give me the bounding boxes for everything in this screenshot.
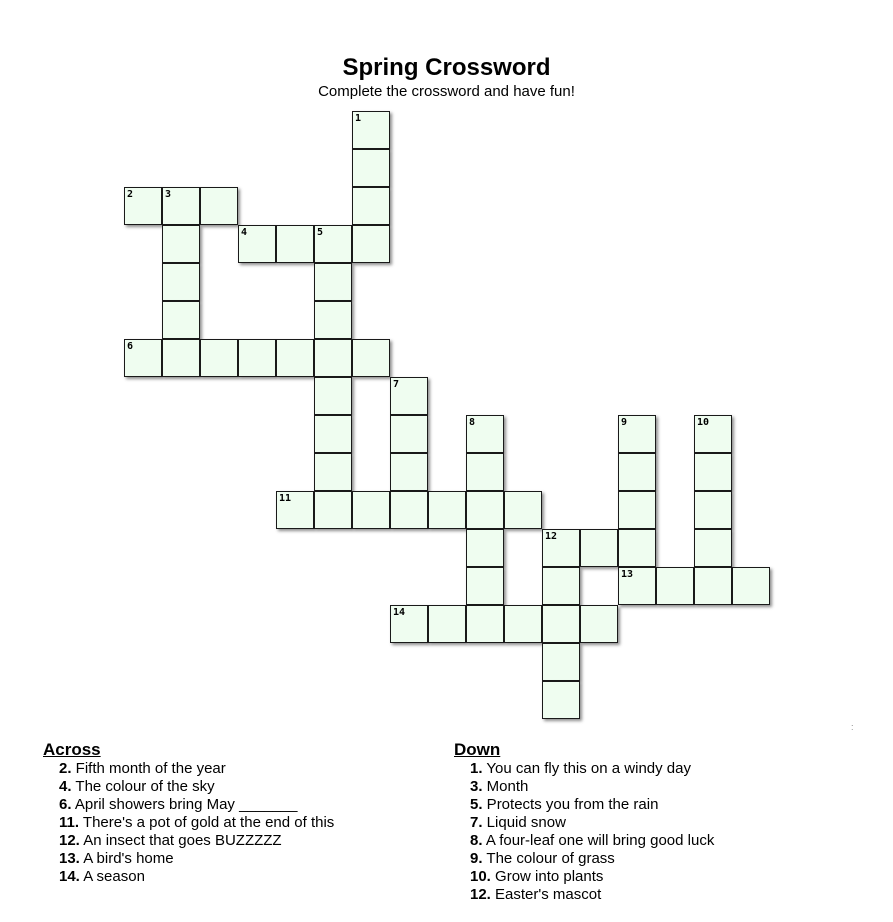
clue-number: 2 <box>127 189 134 200</box>
clue-num: 6. <box>59 796 72 813</box>
crossword-cell[interactable] <box>390 415 428 453</box>
across-clue <box>59 760 423 778</box>
crossword-cell[interactable] <box>352 225 390 263</box>
across-clue <box>59 778 423 796</box>
crossword-cell[interactable] <box>580 529 618 567</box>
clue-number: 12 <box>545 531 558 542</box>
clue-number: 7 <box>393 379 400 390</box>
clue-text: Grow into plants <box>490 868 604 885</box>
clue-text: There's a pot of gold at the end of this <box>79 814 335 831</box>
down-clue <box>470 814 874 832</box>
crossword-cell[interactable] <box>162 339 200 377</box>
crossword-cell[interactable] <box>162 225 200 263</box>
crossword-cell[interactable] <box>618 491 656 529</box>
crossword-cell[interactable] <box>200 339 238 377</box>
clue-num: 2. <box>59 760 72 777</box>
crossword-cell[interactable] <box>352 149 390 187</box>
clue-num: 4. <box>59 778 72 795</box>
crossword-cell[interactable] <box>162 263 200 301</box>
crossword-cell[interactable] <box>238 339 276 377</box>
crossword-cell[interactable] <box>390 377 428 415</box>
clue-text: The colour of the sky <box>71 778 215 795</box>
clue-text: Liquid snow <box>482 814 566 831</box>
clue-number: 3 <box>165 189 172 200</box>
clue-number: 6 <box>127 341 134 352</box>
crossword-cell[interactable] <box>618 415 656 453</box>
clue-text: You can fly this on a windy day <box>482 760 691 777</box>
clue-num: 5. <box>470 796 483 813</box>
clue-num: 12. <box>59 832 80 849</box>
crossword-cell[interactable] <box>466 491 504 529</box>
page-title: Spring Crossword <box>342 54 551 81</box>
clue-num: 14. <box>59 868 80 885</box>
crossword-cell[interactable] <box>694 567 732 605</box>
crossword-cell[interactable] <box>466 567 504 605</box>
crossword-cell[interactable] <box>352 491 390 529</box>
crossword-cell[interactable] <box>390 605 428 643</box>
clue-number: 9 <box>621 417 628 428</box>
crossword-cell[interactable] <box>618 529 656 567</box>
clue-num: 3. <box>470 778 483 795</box>
crossword-cell[interactable] <box>542 567 580 605</box>
clue-num: 7. <box>470 814 483 831</box>
crossword-cell[interactable] <box>542 643 580 681</box>
clue-num: 10. <box>470 868 491 885</box>
down-clue <box>470 832 874 850</box>
crossword-cell[interactable] <box>580 605 618 643</box>
down-clue-list <box>454 760 874 904</box>
down-clue <box>470 778 874 796</box>
down-clue <box>470 850 874 868</box>
clue-text: Fifth month of the year <box>71 760 226 777</box>
clue-number: 8 <box>469 417 476 428</box>
crossword-cell[interactable] <box>314 339 352 377</box>
crossword-cell[interactable] <box>504 491 542 529</box>
clue-num: 1. <box>470 760 483 777</box>
crossword-cell[interactable] <box>504 605 542 643</box>
crossword-cell[interactable] <box>542 605 580 643</box>
crossword-cell[interactable] <box>542 681 580 719</box>
clue-number: 1 <box>355 113 362 124</box>
across-clue <box>59 814 423 832</box>
crossword-cell[interactable] <box>314 491 352 529</box>
crossword-cell[interactable] <box>542 529 580 567</box>
crossword-cell[interactable] <box>276 491 314 529</box>
across-heading: Across <box>43 740 101 759</box>
clue-text: A four-leaf one will bring good luck <box>482 832 715 849</box>
clue-text: The colour of grass <box>482 850 615 867</box>
clue-text: A bird's home <box>79 850 174 867</box>
clue-text: April showers bring May _______ <box>71 796 298 813</box>
crossword-cell[interactable] <box>466 453 504 491</box>
clue-number: 13 <box>621 569 634 580</box>
crossword-cell[interactable] <box>694 453 732 491</box>
across-clue <box>59 832 423 850</box>
across-clue <box>59 796 423 814</box>
clue-text: An insect that goes BUZZZZZ <box>79 832 282 849</box>
crossword-cell[interactable] <box>314 453 352 491</box>
across-clues <box>43 740 423 886</box>
crossword-cell[interactable] <box>352 111 390 149</box>
down-clues <box>454 740 874 904</box>
clue-number: 11 <box>279 493 292 504</box>
clue-text: A season <box>79 868 145 885</box>
across-clue-list <box>43 760 423 886</box>
crossword-cell[interactable] <box>124 339 162 377</box>
clue-num: 13. <box>59 850 80 867</box>
clue-number: 10 <box>697 417 710 428</box>
crossword-cell[interactable] <box>428 605 466 643</box>
crossword-cell[interactable] <box>694 529 732 567</box>
crossword-cell[interactable] <box>314 301 352 339</box>
down-clue <box>470 760 874 778</box>
down-heading: Down <box>454 740 501 759</box>
clue-number: 14 <box>393 607 406 618</box>
clue-text: Protects you from the rain <box>482 796 659 813</box>
crossword-cell[interactable] <box>466 415 504 453</box>
crossword-cell[interactable] <box>732 567 770 605</box>
crossword-cell[interactable] <box>466 529 504 567</box>
down-clue <box>470 868 874 886</box>
clue-text: Easter's mascot <box>490 886 602 903</box>
crossword-cell[interactable] <box>314 263 352 301</box>
crossword-cell[interactable] <box>238 225 276 263</box>
crossword-cell[interactable] <box>466 605 504 643</box>
crossword-cell[interactable] <box>352 339 390 377</box>
crossword-cell[interactable] <box>276 225 314 263</box>
across-clue <box>59 850 423 868</box>
down-clue <box>470 796 874 814</box>
clue-text: Month <box>482 778 529 795</box>
crossword-cell[interactable] <box>162 301 200 339</box>
down-clue <box>470 886 874 904</box>
crossword-cell[interactable] <box>694 415 732 453</box>
crossword-cell[interactable] <box>618 453 656 491</box>
crossword-cell[interactable] <box>428 491 466 529</box>
crossword-cell[interactable] <box>656 567 694 605</box>
page-subtitle: Complete the crossword and have fun! <box>318 83 575 100</box>
clue-number: 5 <box>317 227 324 238</box>
crossword-cell[interactable] <box>314 377 352 415</box>
crossword-cell[interactable] <box>352 187 390 225</box>
crossword-cell[interactable] <box>390 491 428 529</box>
corner-mark: : <box>851 722 854 732</box>
crossword-cell[interactable] <box>314 225 352 263</box>
clue-number: 4 <box>241 227 248 238</box>
crossword-cell[interactable] <box>390 453 428 491</box>
crossword-cell[interactable] <box>162 187 200 225</box>
clue-num: 11. <box>59 814 80 831</box>
clue-num: 12. <box>470 886 491 903</box>
crossword-cell[interactable] <box>618 567 656 605</box>
crossword-cell[interactable] <box>314 415 352 453</box>
crossword-cell[interactable] <box>200 187 238 225</box>
crossword-cell[interactable] <box>276 339 314 377</box>
clue-num: 9. <box>470 850 483 867</box>
crossword-cell[interactable] <box>124 187 162 225</box>
clue-num: 8. <box>470 832 483 849</box>
across-clue <box>59 868 423 886</box>
crossword-cell[interactable] <box>694 491 732 529</box>
